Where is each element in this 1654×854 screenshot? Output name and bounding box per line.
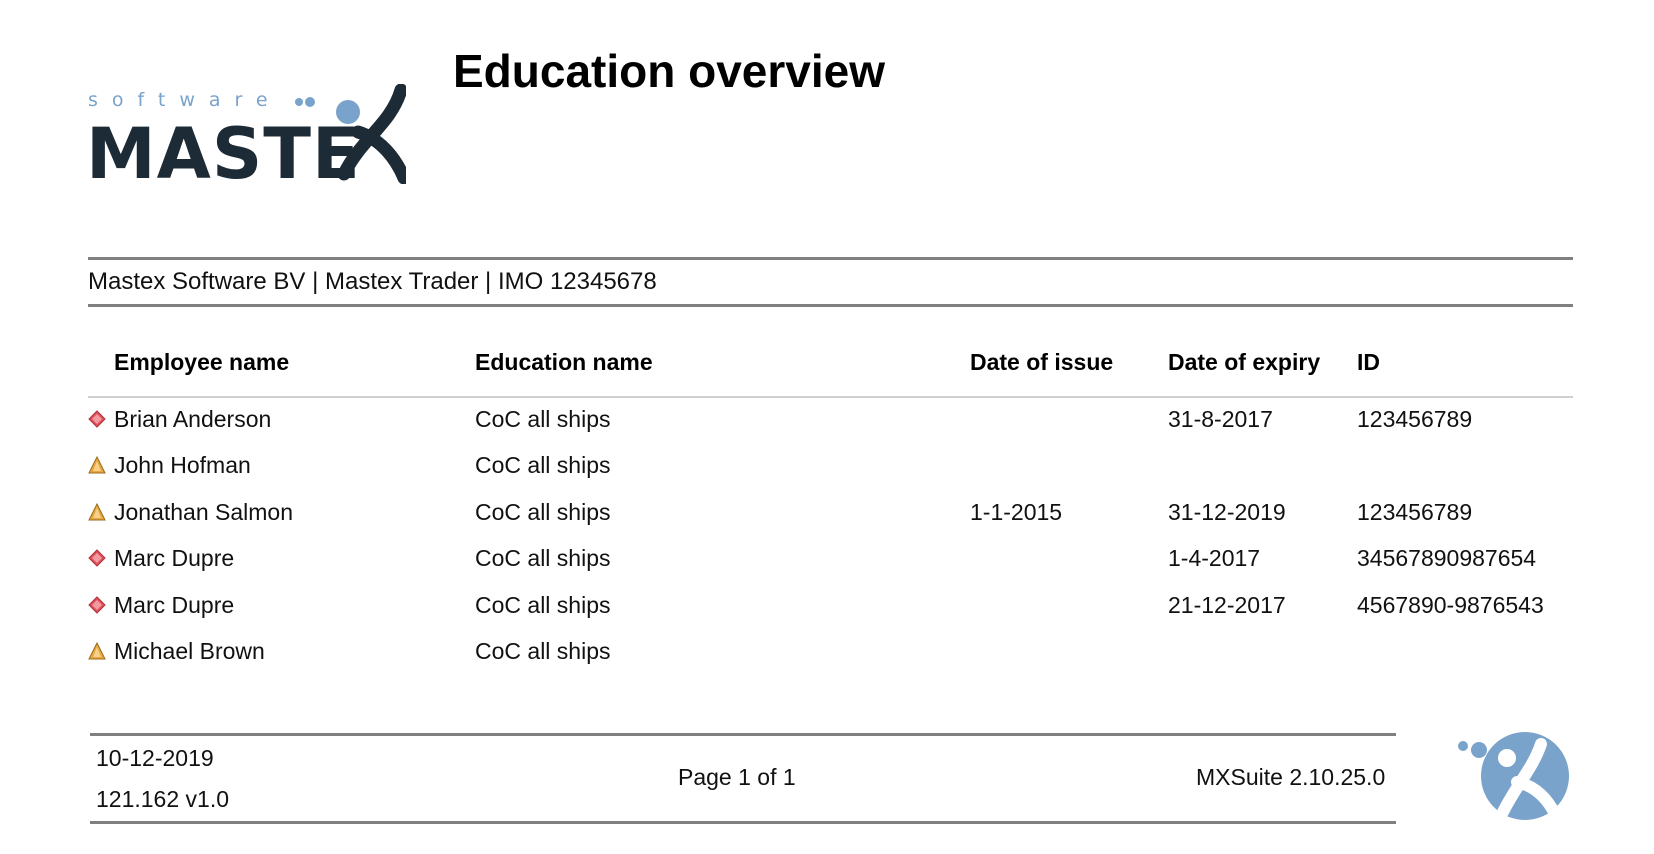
amber-triangle-icon: [88, 642, 106, 660]
vessel-subheader: Mastex Software BV | Mastex Trader | IMO 12345678: [88, 268, 657, 295]
education-id: 123456789: [1357, 406, 1473, 432]
table-row: [88, 638, 1573, 684]
employee-name: John Hofman: [114, 452, 251, 478]
education-name: CoC all ships: [475, 545, 611, 571]
red-diamond-icon: [88, 596, 106, 614]
amber-triangle-icon: [88, 503, 106, 521]
education-id: 34567890987654: [1357, 545, 1537, 571]
employee-name: Brian Anderson: [114, 406, 272, 432]
employee-name: Michael Brown: [114, 638, 265, 664]
subheader-top-divider: [88, 257, 1573, 260]
page-indicator: Page 1 of 1: [678, 764, 796, 790]
print-date: 10-12-2019: [96, 745, 214, 771]
page-title: Education overview: [453, 45, 886, 97]
education-name: CoC all ships: [475, 638, 611, 664]
mastex-logo: [86, 84, 406, 184]
table-row: [88, 592, 1573, 638]
employee-name: Jonathan Salmon: [114, 499, 294, 525]
footer-bottom-divider: [90, 821, 1396, 824]
employee-name: Marc Dupre: [114, 592, 235, 618]
education-id: 4567890-9876543: [1357, 592, 1544, 618]
table-row: [88, 545, 1573, 591]
column-header-id: ID: [1357, 349, 1380, 375]
column-header-expiry-date: Date of expiry: [1168, 349, 1321, 375]
header-divider: [88, 396, 1573, 398]
mastex-emblem-icon: [1455, 726, 1571, 822]
education-id: 123456789: [1357, 499, 1473, 525]
report-version: 121.162 v1.0: [96, 786, 230, 812]
employee-name: Marc Dupre: [114, 545, 235, 571]
table-row: [88, 452, 1573, 498]
expiry-date: 1-4-2017: [1168, 545, 1261, 571]
table-row: [88, 499, 1573, 545]
amber-triangle-icon: [88, 456, 106, 474]
column-header-education: Education name: [475, 349, 653, 375]
table-row: [88, 406, 1573, 452]
logo-wordmark: MASTE: [86, 113, 361, 184]
education-name: CoC all ships: [475, 499, 611, 525]
expiry-date: 21-12-2017: [1168, 592, 1286, 618]
education-name: CoC all ships: [475, 592, 611, 618]
expiry-date: 31-8-2017: [1168, 406, 1273, 432]
issue-date: 1-1-2015: [970, 499, 1063, 525]
subheader-bottom-divider: [88, 304, 1573, 307]
education-name: CoC all ships: [475, 406, 611, 432]
logo-tagline: software: [88, 89, 282, 111]
red-diamond-icon: [88, 410, 106, 428]
education-name: CoC all ships: [475, 452, 611, 478]
column-header-issue-date: Date of issue: [970, 349, 1114, 375]
column-header-employee: Employee name: [114, 349, 290, 375]
software-version: MXSuite 2.10.25.0: [1196, 764, 1386, 790]
footer-top-divider: [90, 733, 1396, 736]
red-diamond-icon: [88, 549, 106, 567]
expiry-date: 31-12-2019: [1168, 499, 1286, 525]
